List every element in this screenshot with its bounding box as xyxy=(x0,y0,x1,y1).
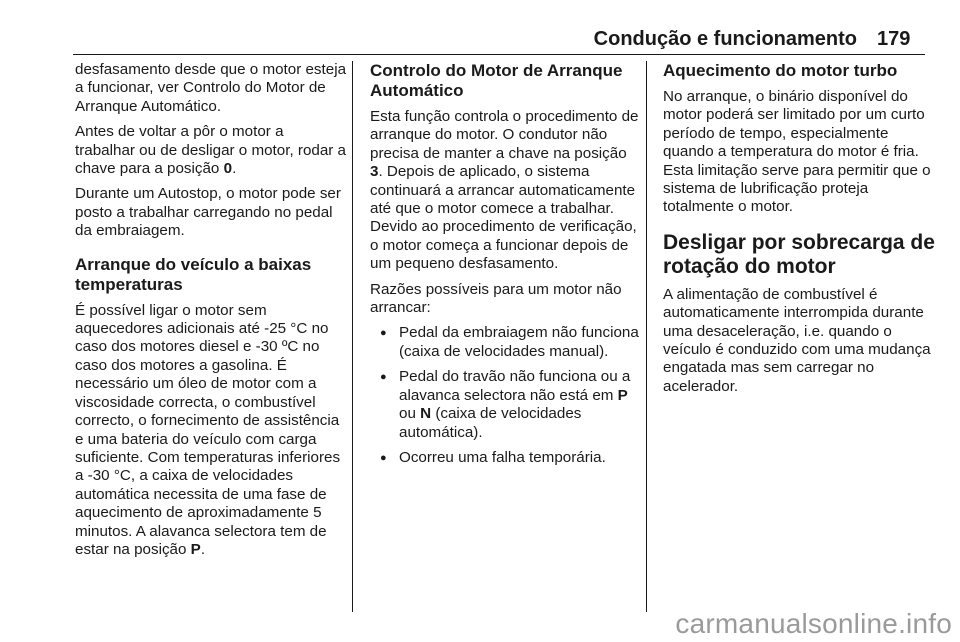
reasons-list xyxy=(370,324,642,467)
paragraph: Esta função controla o procedimento de arranque do motor. O condutor não precisa de manter a chave na posição 3. Depois de aplicado, o sistema continuará a arrancar automaticamente até que o motor comece a trabalhar. Devido ao procedimento de verificação, o motor começa a funcionar depois de um pequeno desfasamento. xyxy=(370,108,639,273)
heading-overrun-cutoff: Desligar por sobrecarga de rotação do motor xyxy=(663,230,935,279)
watermark: carmanualsonline.info xyxy=(675,608,952,639)
heading-turbo-warmup: Aquecimento do motor turbo xyxy=(663,61,898,80)
column-1 xyxy=(75,61,347,566)
column-divider xyxy=(352,61,353,612)
column-2 xyxy=(370,61,642,474)
paragraph: A alimentação de combustível é automaticamente interrompida durante uma desaceleração, i.e. quando o veículo é conduzido com uma mudança engatada mas sem carregar no acelerador. xyxy=(663,285,931,395)
heading-cold-start: Arranque do veículo a baixas temperaturas xyxy=(75,254,312,294)
column-divider xyxy=(646,61,647,612)
page-number: 179 xyxy=(877,28,911,50)
paragraph: desfasamento desde que o motor esteja a funcionar, ver Controlo do Motor de Arranque Automático. xyxy=(75,61,347,115)
list-item: ● Ocorreu uma falha temporária. xyxy=(370,449,642,467)
column-3 xyxy=(663,61,935,403)
page-header xyxy=(0,0,960,56)
heading-auto-start-control: Controlo do Motor de Arranque Automático xyxy=(370,61,623,100)
paragraph: Razões possíveis para um motor não arrancar: xyxy=(370,280,622,317)
paragraph: Antes de voltar a pôr o motor a trabalhar ou de desligar o motor, rodar a chave para a posição 0. xyxy=(75,123,347,178)
paragraph: Durante um Autostop, o motor pode ser posto a trabalhar carregando no pedal da embraiagem. xyxy=(75,185,341,240)
list-item: ● Pedal da embraiagem não funciona (caixa de velocidades manual). xyxy=(370,324,642,361)
header-divider xyxy=(73,54,925,55)
paragraph: É possível ligar o motor sem aquecedores adicionais até -25 °C no caso dos motores diesel e -30 ºC no caso dos motores a gasolina. É necessário um óleo de motor com a viscosidade correcta, o combustível correcto, o fornecimento de assistência e uma bateria do veículo com carga suficiente. Com temperaturas inferiores a -30 °C, a caixa de velocidades automática necessita de uma fase de aquecimento de aproximadamente 5 minutos. A alavanca selectora tem de estar na posição P. xyxy=(75,301,341,558)
section-title: Condução e funcionamento xyxy=(593,28,857,50)
list-item: ● Pedal do travão não funciona ou a alavanca selectora não está em P ou N (caixa de velocidades automática). xyxy=(370,368,642,442)
paragraph: No arranque, o binário disponível do motor poderá ser limitado por um curto período de tempo, especialmente quando a temperatura do motor é fria. Esta limitação serve para permitir que o sistema de lubrificação proteja totalmente o motor. xyxy=(663,88,931,216)
